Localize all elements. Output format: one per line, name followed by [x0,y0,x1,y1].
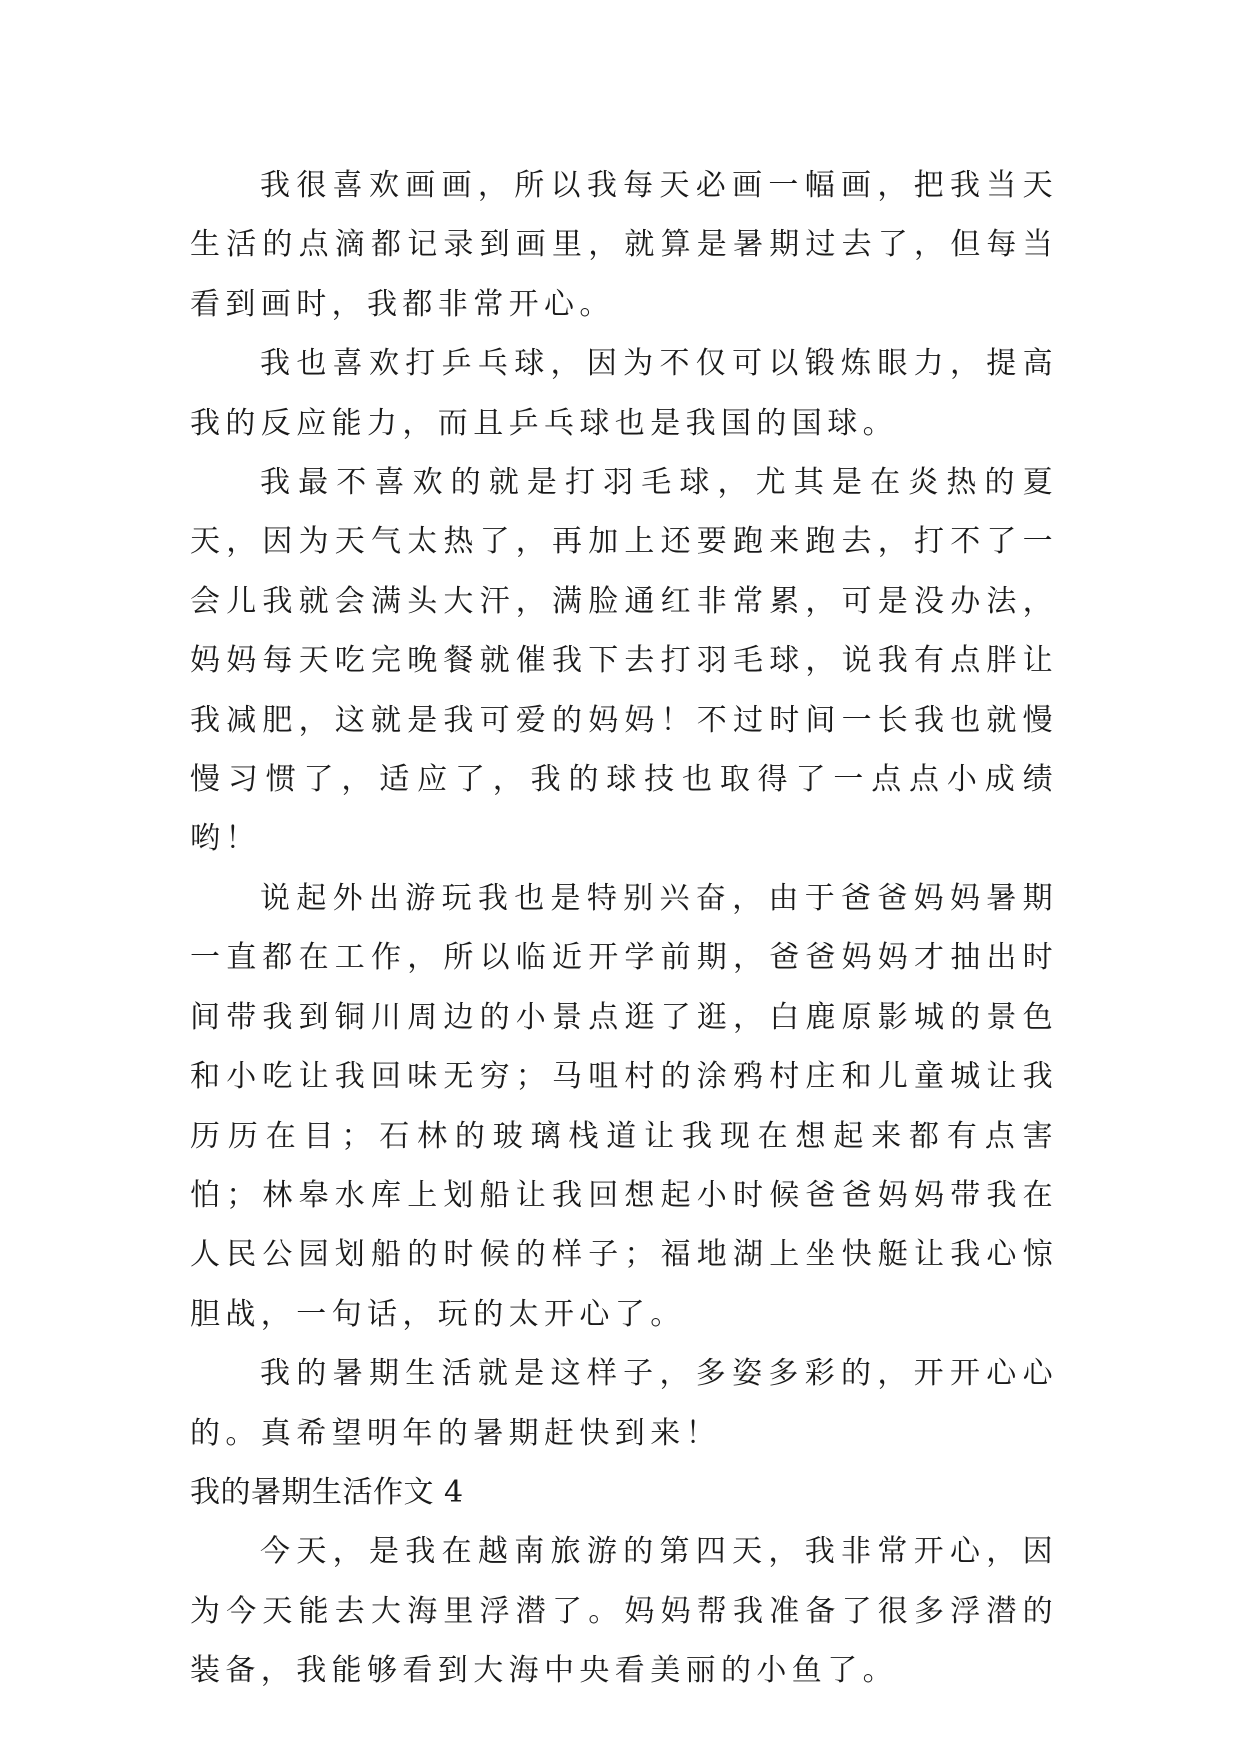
essay-heading: 我的暑期生活作文 4 [190,1474,464,1510]
paragraph-travel: 说起外出游玩我也是特别兴奋，由于爸爸妈妈暑期一直都在工作，所以临近开学前期，爸爸妈妈才抽出时间带我到铜川周边的小景点逛了逛，白鹿原影城的景色和小吃让我回味无穷；马咀村的涂鸦村庄和儿童城让我历历在目；石林的玻璃栈道让我现在想起来都有点害怕；林皋水库上划船让我回想起小时候爸爸妈妈带我在人民公园划船的时候的样子；福地湖上坐快艇让我心惊胆战，一句话，玩的太开心了。 [190,880,1058,1332]
paragraph-badminton: 我最不喜欢的就是打羽毛球，尤其是在炎热的夏天，因为天气太热了，再加上还要跑来跑去，打不了一会儿我就会满头大汗，满脸通红非常累，可是没办法，妈妈每天吃完晚餐就催我下去打羽毛球，说我有点胖让我减肥，这就是我可爱的妈妈！不过时间一长我也就慢慢习惯了，适应了，我的球技也取得了一点点小成绩哟！ [190,465,1058,857]
document-body [190,156,1058,1701]
paragraph-table-tennis: 我也喜欢打乒乓球，因为不仅可以锻炼眼力，提高我的反应能力，而且乒乓球也是我国的国球。 [190,346,1058,441]
paragraph-conclusion: 我的暑期生活就是这样子，多姿多彩的，开开心心的。真希望明年的暑期赶快到来！ [190,1356,1058,1451]
paragraph-vietnam-snorkeling: 今天，是我在越南旅游的第四天，我非常开心，因为今天能去大海里浮潜了。妈妈帮我准备了很多浮潜的装备，我能够看到大海中央看美丽的小鱼了。 [190,1534,1058,1689]
paragraph-drawing: 我很喜欢画画，所以我每天必画一幅画，把我当天生活的点滴都记录到画里，就算是暑期过去了，但每当看到画时，我都非常开心。 [190,168,1058,322]
